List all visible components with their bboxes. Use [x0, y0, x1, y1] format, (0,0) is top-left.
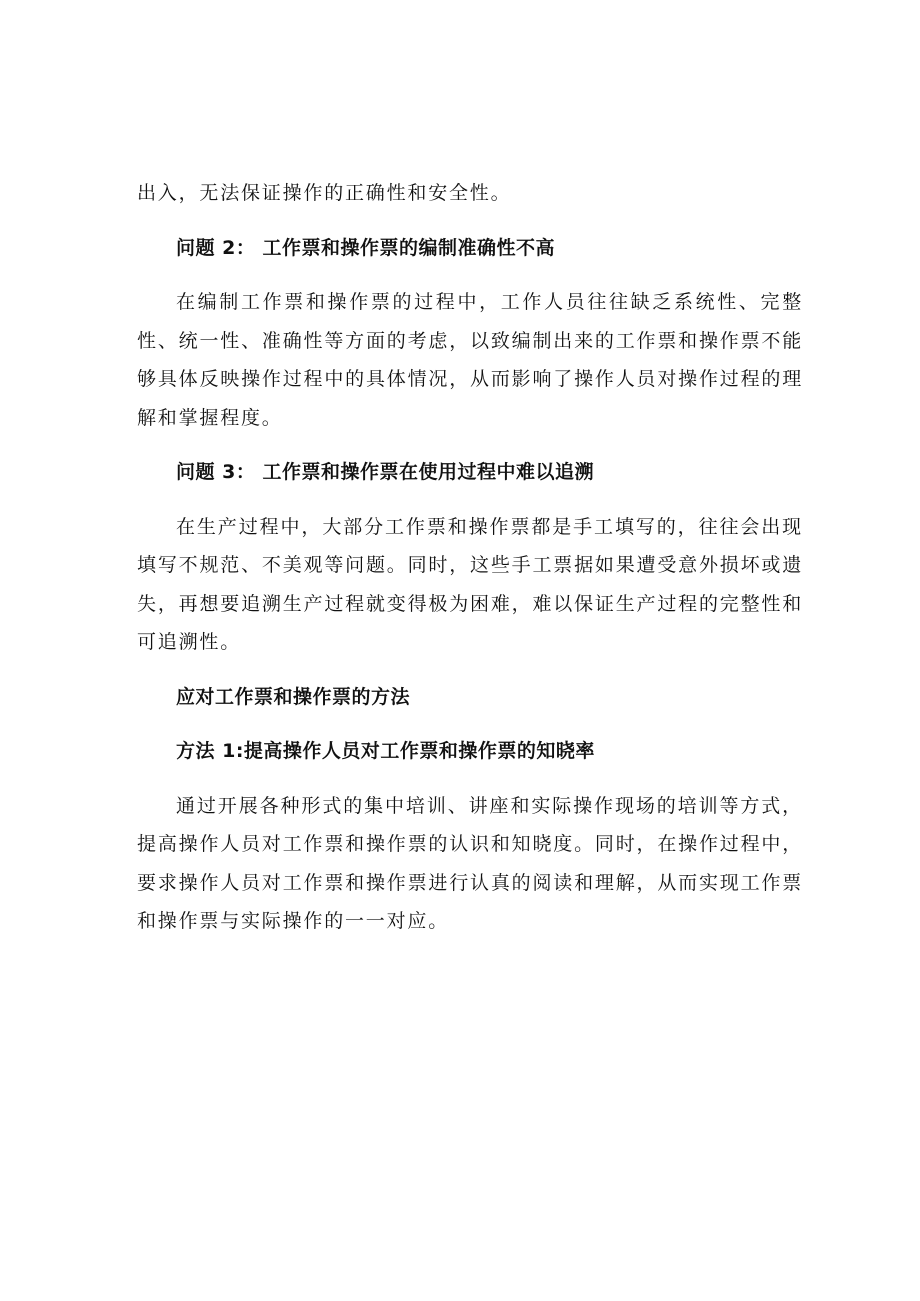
document-body — [137, 174, 803, 957]
paragraph-method-1: 通过开展各种形式的集中培训、讲座和实际操作现场的培训等方式，提高操作人员对工作票和操作票的认识和知晓度。同时，在操作过程中，要求操作人员对工作票和操作票进行认真的阅读和理解，从而实现工作票和操作票与实际操作的一一对应。 — [137, 794, 803, 932]
heading-method-1: 方法 1:提高操作人员对工作票和操作票的知晓率 — [176, 740, 595, 762]
heading-solutions: 应对工作票和操作票的方法 — [176, 685, 411, 708]
heading-problem-3: 问题 3： 工作票和操作票在使用过程中难以追溯 — [176, 461, 594, 483]
paragraph-problem-2: 在编制工作票和操作票的过程中，工作人员往往缺乏系统性、完整性、统一性、准确性等方面的考虑，以致编制出来的工作票和操作票不能够具体反映操作过程中的具体情况，从而影响了操作人员对操作过程的理解和掌握程度。 — [137, 291, 803, 429]
paragraph-continuation: 出入，无法保证操作的正确性和安全性。 — [137, 182, 512, 204]
heading-problem-2: 问题 2： 工作票和操作票的编制准确性不高 — [176, 236, 555, 259]
paragraph-problem-3: 在生产过程中，大部分工作票和操作票都是手工填写的，往往会出现填写不规范、不美观等问题。同时，这些手工票据如果遭受意外损坏或遗失，再想要追溯生产过程就变得极为困难，难以保证生产过程的完整性和可追溯性。 — [137, 515, 803, 653]
